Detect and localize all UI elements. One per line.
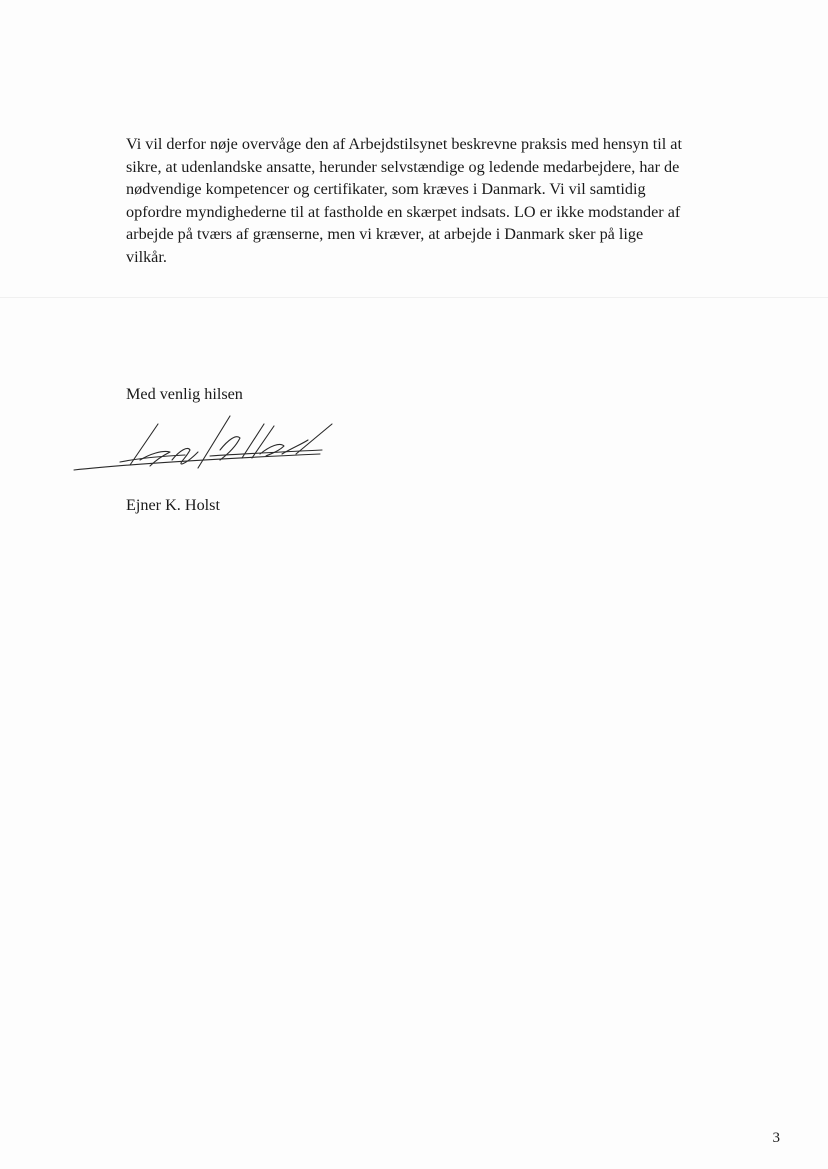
letter-body-paragraph: Vi vil derfor nøje overvåge den af Arbejdstilsynet beskrevne praksis med hensyn til at sikre, at udenlandske ansatte, herunder selvstændige og ledende medarbejdere, har de nødvendige kompetencer og certifikater, som kræves i Danmark. Vi vil samtidig opfordre myndighederne til at fastholde en skærpet indsats. LO er ikke modstander af arbejde på tværs af grænserne, men vi kræver, at arbejde i Danmark sker på lige vilkår. [126,135,682,266]
handwritten-signature-icon [70,410,340,474]
scan-fold-line [0,297,828,298]
page-number: 3 [772,1130,780,1146]
letter-closing: Med venlig hilsen [126,385,243,403]
signer-name: Ejner K. Holst [126,496,220,514]
